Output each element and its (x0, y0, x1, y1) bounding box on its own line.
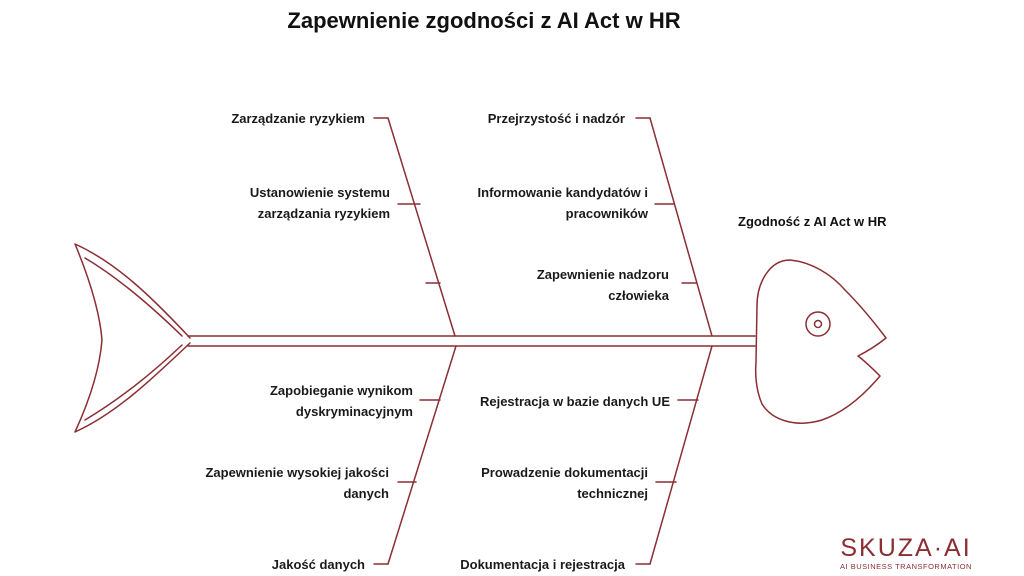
bone-bottom-right (650, 346, 712, 564)
brand-logo: SKUZA·AI (840, 534, 972, 562)
category-label-documentation: Dokumentacja i rejestracja (460, 557, 625, 572)
fish-tail (75, 244, 190, 432)
cause-label: Zapewnienie nadzoru człowieka (536, 267, 669, 303)
brand-tagline: AI BUSINESS TRANSFORMATION (840, 562, 972, 571)
cause-label: Zapobieganie wynikom dyskryminacyjnym (269, 383, 413, 419)
bone-bottom-left (388, 346, 456, 564)
cause-label: Zapewnienie wysokiej jakości danych (205, 465, 389, 501)
category-label-data-quality: Jakość danych (271, 557, 365, 572)
bone-top-left (388, 118, 455, 336)
fish-eye (806, 312, 830, 336)
category-label-risk: Zarządzanie ryzykiem (231, 111, 365, 126)
cause-label: Rejestracja w bazie danych UE (479, 394, 670, 409)
fish-eye-pupil (815, 321, 822, 328)
fish-head (756, 260, 886, 423)
category-label-transparency: Przejrzystość i nadzór (487, 111, 625, 126)
cause-label: Prowadzenie dokumentacji technicznej (481, 465, 648, 501)
cause-label: Informowanie kandydatów i pracowników (477, 185, 648, 221)
cause-label: Ustanowienie systemu zarządzania ryzykiem (249, 185, 390, 221)
effect-label: Zgodność z AI Act w HR (738, 214, 887, 229)
diagram-title: Zapewnienie zgodności z AI Act w HR (287, 8, 681, 33)
